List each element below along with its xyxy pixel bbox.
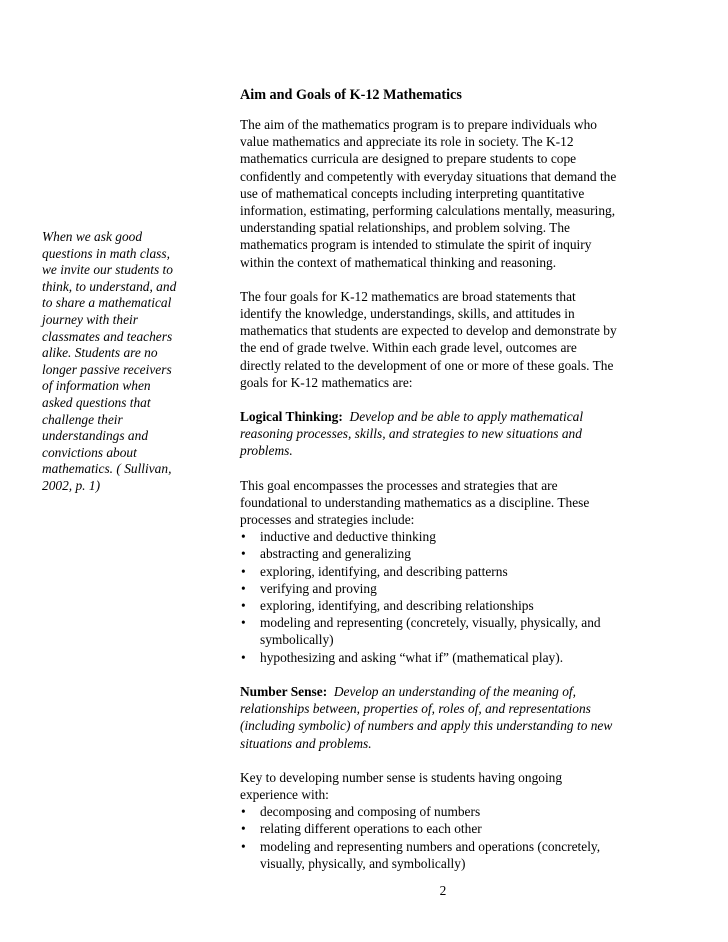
sidebar-quote [42,229,202,495]
list-item: • verifying and proving [241,580,377,596]
goal-description: Develop an understanding of the meaning of, [333,683,576,699]
text-line: the end of grade twelve. Within each grade level, outcomes are [240,340,577,356]
quote-line: to share a mathematical [42,295,172,311]
bullet-icon: • [241,649,246,665]
quote-line: questions in math class, [42,245,170,261]
bullet-icon: • [241,580,246,596]
quote-line: think, to understand, and [42,278,177,294]
quote-line: longer passive receivers [42,361,172,377]
goal-description: relationships between, properties of, roles of, and representations [240,701,591,717]
text-line: understanding spatial relationships, and problem solving. The [240,220,570,236]
quote-line: asked questions that [42,394,151,410]
text-line: The aim of the mathematics program is to prepare individuals who [240,117,597,132]
quote-line: classmates and teachers [42,328,173,344]
quote-line: journey with their [42,311,138,327]
bullet-icon: • [241,838,246,854]
text-line: confidently and competently with everyday situations that demand the [240,168,617,184]
goal-description: (including symbolic) of numbers and apply this understanding to new [240,718,613,734]
text-line: within the context of mathematical thinking and reasoning. [240,254,557,270]
list-item: • decomposing and composing of numbers [241,804,481,820]
text-line: mathematics that students are expected to develop and demonstrate by [240,323,617,339]
list-item: • exploring, identifying, and describing relationships [241,598,534,614]
page-number: 2 [439,883,447,898]
list-item: • modeling and representing (concretely, visually, physically, and symbolically) [241,615,601,648]
bullet-icon: • [241,804,246,820]
text-line: foundational to understanding mathematics as a discipline. These [240,494,590,510]
bullet-icon: • [241,598,246,614]
goal-description: reasoning processes, skills, and strategies to new situations and [240,426,582,442]
text-line: use of mathematical concepts including interpreting quantitative [240,185,585,201]
text-line: experience with: [240,786,329,802]
quote-line: convictions about [42,444,137,460]
bullet-icon: • [241,563,246,579]
text-line: goals for K-12 mathematics are: [240,374,413,390]
text-line: processes and strategies include: [240,512,415,528]
text-line: The four goals for K-12 mathematics are broad statements that [240,288,576,304]
text-line: directly related to the development of one or more of these goals. The [240,357,614,373]
list-item: • abstracting and generalizing [241,546,411,562]
number-sense-goal [240,683,650,752]
goal-heading: Number Sense: [240,683,328,699]
list-item: • hypothesizing and asking “what if” (mathematical play). [241,649,564,665]
bullet-list [240,528,650,666]
goal-description: situations and problems. [240,735,372,751]
quote-line: When we ask good [42,229,143,244]
text-line: This goal encompasses the processes and strategies that are [240,477,558,493]
quote-line: of information when [42,378,151,394]
text-line: value mathematics and appreciate its role in society. The K-12 [240,134,574,150]
quote-line: we invite our students to [42,262,173,278]
text-line: mathematics program is intended to stimulate the spirit of inquiry [240,237,592,253]
logical-thinking-goal [240,408,650,460]
list-item: • relating different operations to each other [241,821,482,837]
quote-line: alike. Students are no [42,345,158,361]
bullet-icon: • [241,529,246,545]
bullet-icon: • [241,546,246,562]
main-content [240,86,650,889]
quote-line: understandings and [42,428,149,444]
quote-line: mathematics. ( Sullivan, [42,461,172,477]
goal-description: problems. [240,443,293,459]
goal-description: Develop and be able to apply mathematical [349,409,584,425]
goal-heading: Logical Thinking: [240,409,343,425]
page-title: Aim and Goals of K-12 Mathematics [240,87,462,103]
bullet-icon: • [241,821,246,837]
text-line: identify the knowledge, understandings, skills, and attitudes in [240,306,575,322]
logical-thinking-details [240,477,650,666]
list-item: • exploring, identifying, and describing patterns [241,563,508,579]
text-line: information, estimating, performing calculations mentally, measuring, [240,203,616,219]
bullet-list [240,803,650,872]
quote-line: 2002, p. 1) [42,477,101,493]
list-item: • modeling and representing numbers and operations (concretely, visually, physically, and symbolically) [241,838,601,871]
text-line: mathematics curricula are designed to prepare students to cope [240,151,577,167]
quote-line: challenge their [42,411,123,427]
text-line: Key to developing number sense is students having ongoing [240,769,563,785]
goals-paragraph [240,288,650,391]
list-item: • inductive and deductive thinking [241,529,436,545]
bullet-icon: • [241,615,246,631]
number-sense-details [240,769,650,872]
aim-paragraph [240,116,650,271]
